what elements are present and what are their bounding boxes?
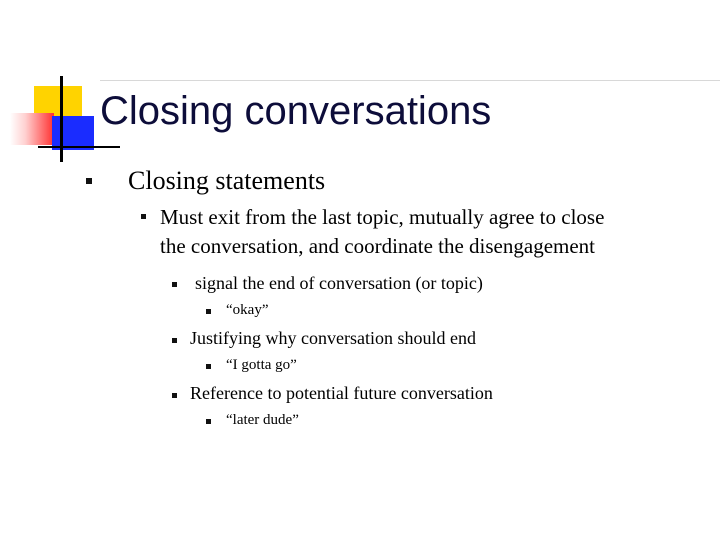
red-square bbox=[10, 113, 54, 145]
bullet-must-exit-line-2: the conversation, and coordinate the disengagement bbox=[160, 234, 596, 258]
bullet-marker bbox=[206, 364, 211, 369]
bullet-marker bbox=[141, 214, 146, 219]
bullet-marker bbox=[206, 309, 211, 314]
bullet-marker bbox=[172, 282, 177, 287]
blue-square bbox=[52, 116, 94, 150]
bullet-signal-end: signal the end of conversation (or topic) bbox=[195, 273, 483, 293]
vertical-rule bbox=[60, 76, 63, 162]
slide-title: Closing conversations bbox=[100, 89, 492, 133]
bullet-closing-statements: Closing statements bbox=[128, 166, 326, 195]
horizontal-rule bbox=[38, 146, 120, 148]
quote-okay: “okay” bbox=[226, 302, 269, 318]
bullet-marker bbox=[86, 178, 92, 184]
quote-i-gotta-go: “I gotta go” bbox=[226, 357, 297, 373]
title-top-rule bbox=[100, 80, 720, 81]
bullet-marker bbox=[172, 393, 177, 398]
bullet-must-exit-line-1: Must exit from the last topic, mutually agree to close bbox=[160, 205, 605, 229]
bullet-justifying: Justifying why conversation should end bbox=[190, 328, 476, 348]
bullet-marker bbox=[206, 419, 211, 424]
quote-later-dude: “later dude” bbox=[226, 412, 299, 428]
bullet-reference-future: Reference to potential future conversation bbox=[190, 383, 493, 403]
decorative-logo bbox=[0, 0, 120, 170]
bullet-marker bbox=[172, 338, 177, 343]
